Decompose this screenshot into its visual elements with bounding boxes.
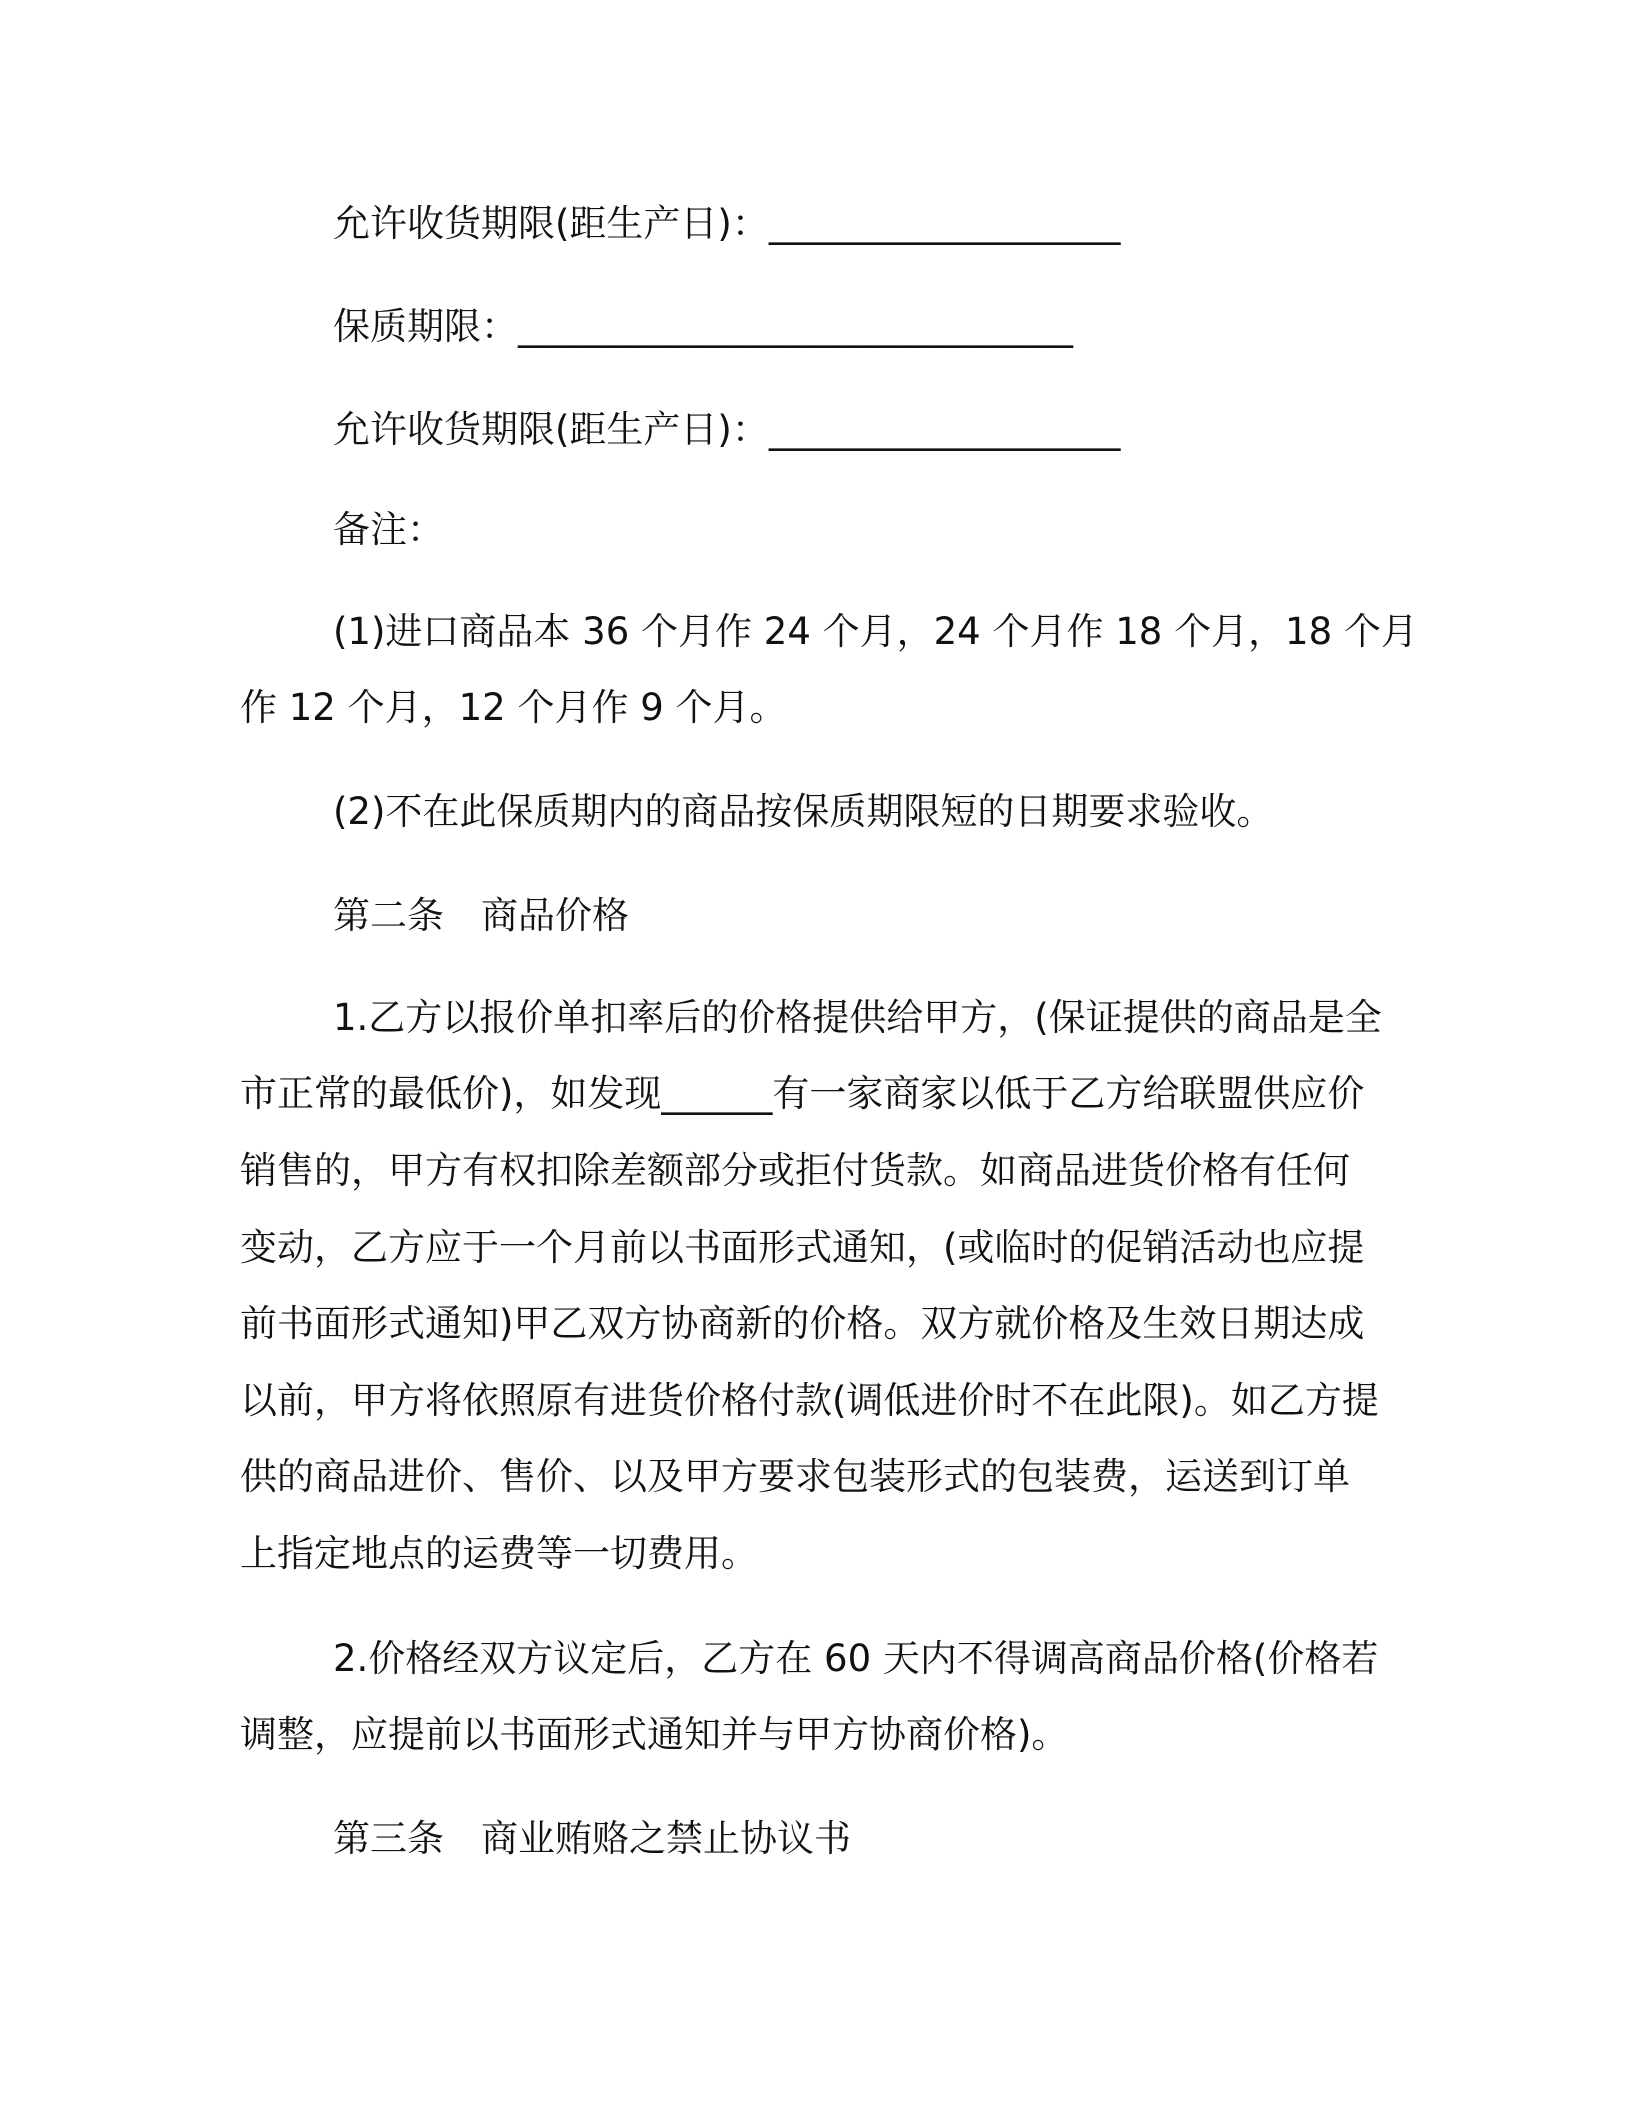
clause-1-line-3: 销售的，甲方有权扣除差额部分或拒付货款。如商品进货价格有任何 xyxy=(240,1149,1350,1192)
field-receiving-limit-1: 允许收货期限(距生产日)：___________________ xyxy=(333,202,1121,245)
article-2-heading: 第二条 商品价格 xyxy=(333,894,629,937)
clause-2-line-2: 调整，应提前以书面形式通知并与甲方协商价格)。 xyxy=(240,1713,1069,1756)
clause-1-line-5: 前书面形式通知)甲乙双方协商新的价格。双方就价格及生效日期达成 xyxy=(240,1302,1365,1345)
field-receiving-limit-2: 允许收货期限(距生产日)：___________________ xyxy=(333,408,1121,451)
clause-1-line-7: 供的商品进价、售价、以及甲方要求包装形式的包装费，运送到订单 xyxy=(240,1455,1350,1498)
clause-1-line-2: 市正常的最低价)，如发现______有一家商家以低于乙方给联盟供应价 xyxy=(240,1072,1365,1115)
clause-1-line-8: 上指定地点的运费等一切费用。 xyxy=(240,1532,758,1575)
remark-1-line-1: (1)进口商品本 36 个月作 24 个月，24 个月作 18 个月，18 个月 xyxy=(333,610,1418,653)
clause-2-line-1: 2.价格经双方议定后，乙方在 60 天内不得调高商品价格(价格若 xyxy=(333,1637,1379,1680)
remark-2: (2)不在此保质期内的商品按保质期限短的日期要求验收。 xyxy=(333,790,1274,833)
article-3-heading: 第三条 商业贿赂之禁止协议书 xyxy=(333,1817,851,1860)
clause-1-line-1: 1.乙方以报价单扣率后的价格提供给甲方，(保证提供的商品是全 xyxy=(333,996,1382,1039)
remark-1-line-2: 作 12 个月，12 个月作 9 个月。 xyxy=(240,686,787,729)
clause-1-line-4: 变动，乙方应于一个月前以书面形式通知，(或临时的促销活动也应提 xyxy=(240,1226,1365,1269)
clause-1-line-6: 以前，甲方将依照原有进货价格付款(调低进价时不在此限)。如乙方提 xyxy=(240,1379,1379,1422)
remarks-heading: 备注： xyxy=(333,508,444,551)
field-shelf-life: 保质期限：______________________________ xyxy=(333,305,1073,348)
